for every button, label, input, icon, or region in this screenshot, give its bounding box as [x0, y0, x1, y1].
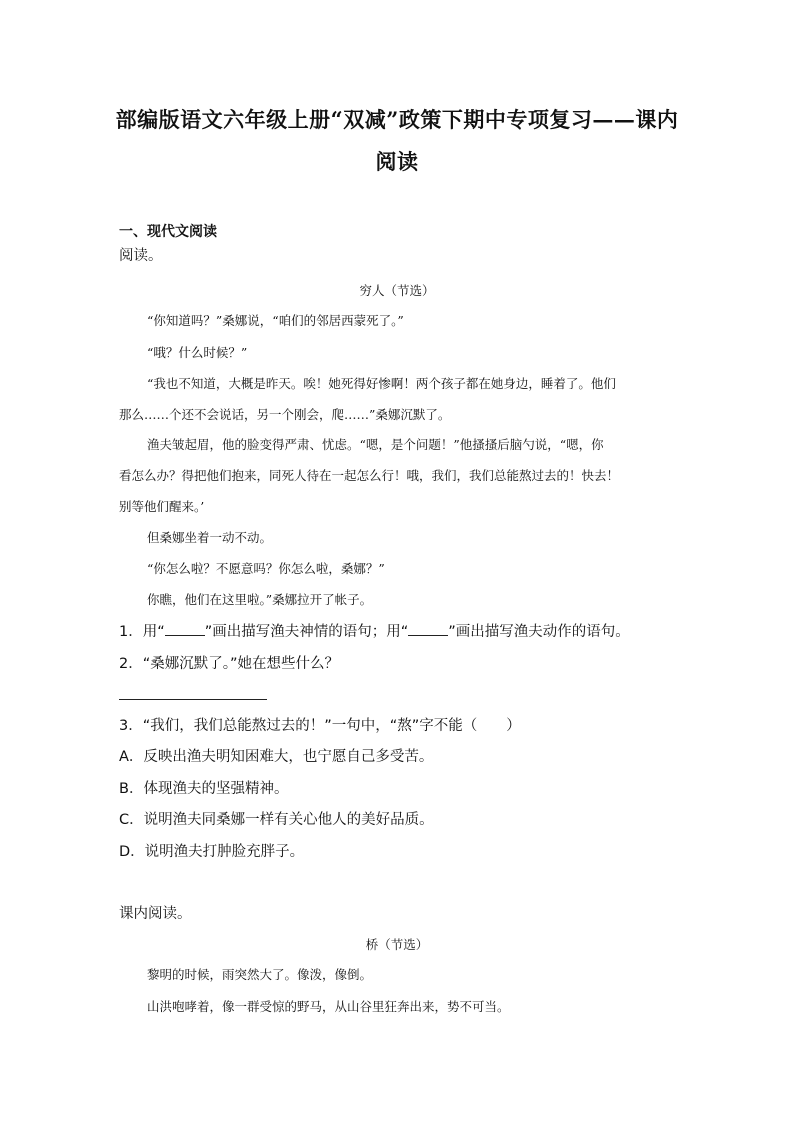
answer-line[interactable] — [119, 699, 267, 700]
passage-1-line: “哦？什么时候？” — [147, 345, 248, 360]
passage-1-line: “你怎么啦？不愿意吗？你怎么啦，桑娜？” — [147, 561, 385, 576]
passage-2-line: 山洪咆哮着，像一群受惊的野马，从山谷里狂奔出来，势不可当。 — [147, 999, 510, 1014]
passage-1-line: 你瞧，他们在这里啦。”桑娜拉开了帐子。 — [147, 592, 373, 607]
section-heading-modern-reading: 一、现代文阅读 — [119, 224, 217, 240]
question-3: 3．“我们，我们总能熬过去的！”一句中，“熬”字不能（ ） — [119, 718, 521, 734]
passage-1-line: 那么……个还不会说话，另一个刚会，爬……”桑娜沉默了。 — [119, 407, 451, 422]
passage-1-line: “我也不知道，大概是昨天。唉！她死得好惨啊！两个孩子都在她身边，睡着了。他们 — [147, 376, 616, 391]
passage-1-line: 别等他们醒来。’ — [119, 499, 205, 514]
option-b: B．体现渔夫的坚强精神。 — [119, 781, 289, 797]
passage-2-line: 黎明的时候，雨突然大了。像泼，像倒。 — [147, 967, 373, 982]
question-2: 2．“桑娜沉默了。”她在想些什么？ — [119, 656, 339, 672]
passage-1-line: 渔夫皱起眉，他的脸变得严肃、忧虑。“嗯，是个问题！”他搔搔后脑勺说，“嗯，你 — [147, 437, 604, 452]
option-c: C．说明渔夫同桑娜一样有关心他人的美好品质。 — [119, 812, 434, 828]
answer-blank-straight[interactable] — [408, 622, 448, 636]
question-1-suffix: ”画出描写渔夫动作的语句。 — [448, 624, 630, 640]
instruction-read: 阅读。 — [119, 248, 163, 264]
question-1-prefix: 1．用“ — [119, 624, 165, 640]
passage-2-title: 桥（节选） — [365, 937, 429, 952]
passage-1-line: 看怎么办？得把他们抱来，同死人待在一起怎么行！哦，我们，我们总能熬过去的！快去！ — [119, 468, 620, 483]
passage-1-line: “你知道吗？”桑娜说，“咱们的邻居西蒙死了。” — [147, 313, 404, 328]
document-title-line-1: 部编版语文六年级上册“双减”政策下期中专项复习——课内 — [115, 107, 679, 132]
option-d: D．说明渔夫打肿脸充胖子。 — [119, 844, 305, 860]
document-title-line-2: 阅读 — [375, 149, 419, 174]
question-1 — [119, 622, 684, 642]
answer-blank-wavy[interactable] — [165, 622, 205, 636]
passage-1-line: 但桑娜坐着一动不动。 — [147, 530, 273, 545]
passage-1-title: 穷人（节选） — [359, 283, 435, 298]
instruction-in-class-reading: 课内阅读。 — [119, 906, 192, 922]
question-1-middle: ”画出描写渔夫神情的语句；用“ — [204, 624, 409, 640]
option-a: A．反映出渔夫明知困难大，也宁愿自己多受苦。 — [119, 749, 434, 765]
